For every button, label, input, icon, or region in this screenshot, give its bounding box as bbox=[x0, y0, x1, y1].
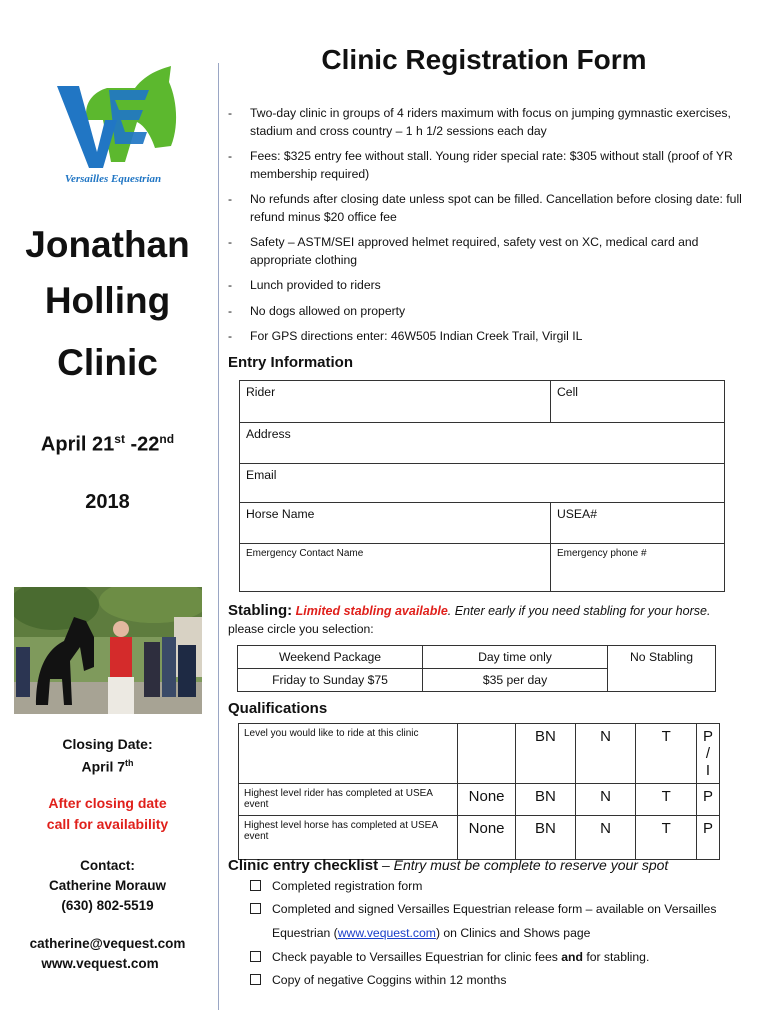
qualification-label: Highest level horse has completed at USEA event bbox=[239, 816, 458, 860]
stabling-option-weekend[interactable]: Weekend Package bbox=[238, 646, 423, 669]
horse-and-handler-photo bbox=[14, 587, 202, 714]
stabling-options-table bbox=[237, 645, 716, 692]
info-bullet: - No refunds after closing date unless spot can be filled. Cancellation before closing date: full refund minus $20 office fee bbox=[228, 192, 742, 224]
closing-date-label: Closing Date: bbox=[62, 736, 153, 752]
checklist-item[interactable]: Check payable to Versailles Equestrian for clinic fees and for stabling. bbox=[250, 948, 649, 966]
checklist-item[interactable]: Copy of negative Coggins within 12 months bbox=[250, 971, 506, 989]
qualification-level[interactable]: BN bbox=[516, 724, 575, 784]
info-bullet: - No dogs allowed on property bbox=[228, 304, 406, 318]
entry-information-table bbox=[239, 380, 725, 592]
contact-phone: (630) 802-5519 bbox=[61, 898, 154, 913]
qualification-level[interactable]: BN bbox=[516, 816, 575, 860]
after-closing-note-1: After closing date bbox=[48, 795, 167, 811]
qualification-level[interactable]: P bbox=[696, 816, 719, 860]
versailles-equestrian-logo bbox=[47, 60, 179, 188]
logo-brand-text: Versailles Equestrian bbox=[64, 173, 162, 185]
rider-field[interactable]: Rider bbox=[240, 381, 551, 423]
qualification-level[interactable]: T bbox=[636, 784, 697, 816]
qualification-level[interactable]: BN bbox=[516, 784, 575, 816]
stabling-option-none[interactable]: No Stabling bbox=[608, 646, 716, 692]
clinic-name-line1: Jonathan bbox=[25, 224, 190, 265]
qualification-level[interactable]: T bbox=[636, 816, 697, 860]
contact-label: Contact: bbox=[80, 858, 135, 873]
qualification-label: Highest level rider has completed at USEA event bbox=[239, 784, 458, 816]
info-bullet: - Lunch provided to riders bbox=[228, 278, 381, 292]
vequest-link[interactable]: www.vequest.com bbox=[337, 926, 436, 940]
closing-date: April 7th bbox=[81, 758, 134, 775]
checkbox[interactable] bbox=[250, 951, 261, 962]
address-field[interactable]: Address bbox=[240, 423, 725, 464]
form-title: Clinic Registration Form bbox=[321, 44, 647, 75]
checklist-item-continued: Equestrian (www.vequest.com) on Clinics and Shows page bbox=[272, 926, 591, 940]
contact-website[interactable]: www.vequest.com bbox=[41, 956, 159, 971]
info-bullet: - Two-day clinic in groups of 4 riders maximum with focus on jumping gymnastic exercises, stadium and cross country – 1 h 1/2 sessions each day bbox=[228, 106, 731, 138]
clinic-year: 2018 bbox=[85, 491, 130, 513]
qualification-level[interactable]: None bbox=[457, 816, 515, 860]
stabling-daytime-price: $35 per day bbox=[423, 669, 608, 692]
checklist-heading: Clinic entry checklist – Entry must be complete to reserve your spot bbox=[228, 857, 669, 874]
email-field[interactable]: Email bbox=[240, 464, 725, 503]
info-bullet: - Fees: $325 entry fee without stall. Young rider special rate: $305 without stall (proof of YR membership required) bbox=[228, 149, 733, 181]
qualification-level[interactable]: P bbox=[696, 784, 719, 816]
stabling-line: Stabling: Limited stabling available. Enter early if you need stabling for your horse. bbox=[228, 602, 711, 619]
emergency-phone-field[interactable]: Emergency phone # bbox=[551, 544, 725, 592]
clinic-name-line2: Holling bbox=[44, 280, 171, 321]
qualification-level[interactable]: N bbox=[575, 724, 636, 784]
checkbox[interactable] bbox=[250, 880, 261, 891]
qualification-level[interactable]: N bbox=[575, 784, 636, 816]
stabling-weekend-price: Friday to Sunday $75 bbox=[238, 669, 423, 692]
qualification-level[interactable]: T bbox=[636, 724, 697, 784]
qualification-level[interactable] bbox=[457, 724, 515, 784]
qualification-label: Level you would like to ride at this clinic bbox=[239, 724, 458, 784]
qualification-level[interactable]: N bbox=[575, 816, 636, 860]
stabling-option-daytime[interactable]: Day time only bbox=[423, 646, 608, 669]
contact-name: Catherine Morauw bbox=[48, 878, 167, 893]
info-bullet: - For GPS directions enter: 46W505 Indian Creek Trail, Virgil IL bbox=[228, 329, 583, 343]
contact-email[interactable]: catherine@vequest.com bbox=[29, 936, 186, 951]
clinic-name-line3: Clinic bbox=[57, 342, 158, 383]
checkbox[interactable] bbox=[250, 974, 261, 985]
qualifications-table bbox=[238, 723, 720, 860]
cell-field[interactable]: Cell bbox=[551, 381, 725, 423]
qualification-level[interactable]: P / I bbox=[696, 724, 719, 784]
qualification-level[interactable]: None bbox=[457, 784, 515, 816]
clinic-dates: April 21st -22nd bbox=[40, 432, 175, 456]
horse-name-field[interactable]: Horse Name bbox=[240, 503, 551, 544]
stabling-instruction: please circle you selection: bbox=[228, 622, 374, 636]
checkbox[interactable] bbox=[250, 903, 261, 914]
checklist-item[interactable]: Completed registration form bbox=[250, 877, 422, 895]
column-divider bbox=[218, 63, 219, 1010]
emergency-contact-field[interactable]: Emergency Contact Name bbox=[240, 544, 551, 592]
info-bullet: - Safety – ASTM/SEI approved helmet required, safety vest on XC, medical card and appropriate clothing bbox=[228, 235, 699, 267]
checklist-item[interactable]: Completed and signed Versailles Equestrian release form – available on Versailles bbox=[250, 900, 716, 918]
usea-field[interactable]: USEA# bbox=[551, 503, 725, 544]
after-closing-note-2: call for availability bbox=[46, 816, 169, 832]
entry-information-heading: Entry Information bbox=[228, 354, 354, 371]
qualifications-heading: Qualifications bbox=[228, 700, 328, 717]
